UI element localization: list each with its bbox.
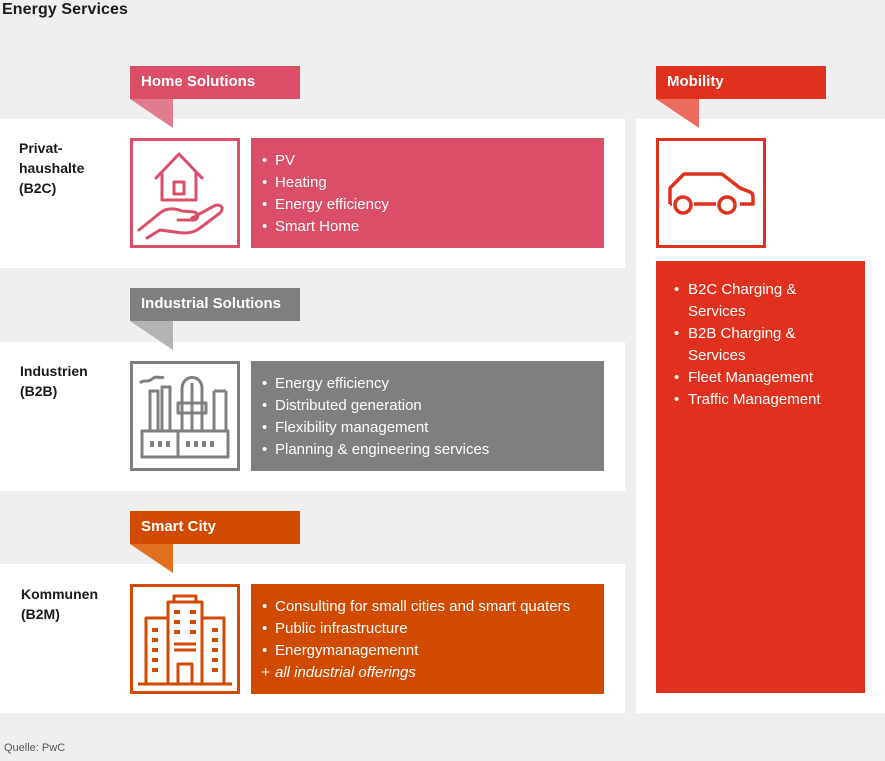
row-label-line: (B2M) xyxy=(21,606,60,622)
list-item: • Smart Home xyxy=(262,216,604,238)
category-tag-industrial-solutions: Industrial Solutions xyxy=(130,288,300,321)
list-item: • Energy efficiency xyxy=(262,373,604,395)
category-tag-home-solutions: Home Solutions xyxy=(130,66,300,99)
list-item-line: Fleet Management xyxy=(688,369,814,386)
row-label-line: Privat- xyxy=(19,140,63,156)
row-label-line: Kommunen xyxy=(21,586,98,602)
row-label-b2m xyxy=(21,584,98,624)
house-in-hand-icon xyxy=(130,138,240,248)
factory-icon xyxy=(130,361,240,471)
source-note: Quelle: PwC xyxy=(4,742,66,754)
list-item: • Planning & engineering services xyxy=(262,439,604,461)
list-item-line: Services xyxy=(688,303,746,320)
row-label-b2c xyxy=(19,138,84,198)
home-solutions-list xyxy=(251,138,604,248)
list-item-line: B2C Charging & xyxy=(688,281,797,298)
page-title: Energy Services xyxy=(2,1,129,18)
category-tag-mobility: Mobility xyxy=(656,66,826,99)
city-buildings-icon xyxy=(130,584,240,694)
list-item: • Energymanagemennt xyxy=(262,640,604,662)
row-label-line: (B2B) xyxy=(20,383,58,399)
list-item: • Distributed generation xyxy=(262,395,604,417)
industrial-solutions-list xyxy=(251,361,604,471)
list-item xyxy=(674,323,865,367)
list-item: • Heating xyxy=(262,172,604,194)
row-label-line: (B2C) xyxy=(19,180,57,196)
car-icon xyxy=(656,138,766,248)
list-item-extra: + all industrial offerings xyxy=(262,662,604,684)
row-label-line: haushalte xyxy=(19,160,85,176)
tag-arrow-mobility xyxy=(656,99,700,129)
mobility-list xyxy=(656,261,865,693)
tag-arrow-home xyxy=(130,99,174,129)
list-item xyxy=(674,389,865,411)
list-item-line: Services xyxy=(688,347,746,364)
list-item-line: Traffic Management xyxy=(688,391,821,408)
row-label-line: Industrien xyxy=(20,363,88,379)
list-item xyxy=(674,279,865,323)
list-item: • Public infrastructure xyxy=(262,618,604,640)
tag-arrow-smart-city xyxy=(130,544,174,574)
row-label-b2b xyxy=(20,361,88,401)
tag-arrow-industrial xyxy=(130,321,174,351)
list-item: • PV xyxy=(262,150,604,172)
list-item: • Energy efficiency xyxy=(262,194,604,216)
list-item: • Consulting for small cities and smart quaters xyxy=(262,596,604,618)
list-item xyxy=(674,367,865,389)
smart-city-list xyxy=(251,584,604,694)
category-tag-smart-city: Smart City xyxy=(130,511,300,544)
list-item: • Flexibility management xyxy=(262,417,604,439)
list-item-line: B2B Charging & xyxy=(688,325,796,342)
